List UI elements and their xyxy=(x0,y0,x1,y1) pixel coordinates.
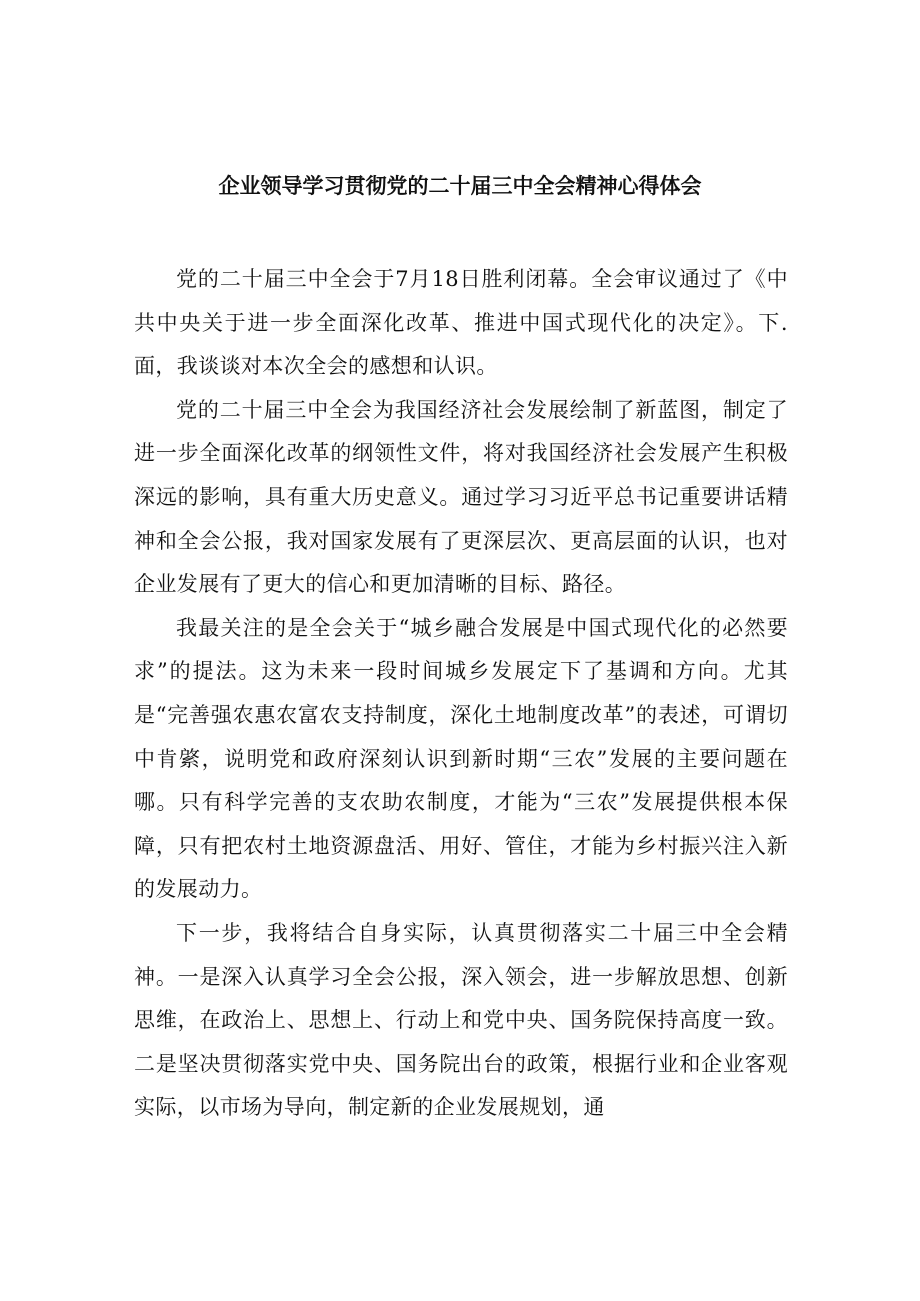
paragraph-significance: 党的二十届三中全会为我国经济社会发展绘制了新蓝图，制定了进一步全面深化改革的纲领性文件，将对我国经济社会发展产生积极深远的影响，具有重大历史意义。通过学习习近平总书记重要讲话精神和全会公报，我对国家发展有了更深层次、更高层面的认识，也对企业发展有了更大的信心和更加清晰的目标、路径。 xyxy=(134,397,788,597)
document-title: 企业领导学习贯彻党的二十届三中全会精神心得体会 xyxy=(218,173,702,198)
document-body xyxy=(134,258,788,1130)
paragraph-intro: 党的二十届三中全会于7月18日胜利闭幕。全会审议通过了《中共中央关于进一步全面深化改革、推进中国式现代化的决定》。下.面，我谈谈对本次全会的感想和认识。 xyxy=(134,267,788,379)
paragraph-focus: 我最关注的是全会关于“城乡融合发展是中国式现代化的必然要求”的提法。这为未来一段时间城乡发展定下了基调和方向。尤其是“完善强农惠农富农支持制度，深化土地制度改革”的表述，可谓切中肯綮，说明党和政府深刻认识到新时期“三农”发展的主要问题在哪。只有科学完善的支农助农制度，才能为“三农”发展提供根本保障，只有把农村土地资源盘活、用好、管住，才能为乡村振兴注入新的发展动力。 xyxy=(134,615,788,902)
paragraph-next-steps: 下一步，我将结合自身实际，认真贯彻落实二十届三中全会精神。一是深入认真学习全会公报，深入领会，进一步解放思想、创新思维，在政治上、思想上、行动上和党中央、国务院保持高度一致。二是坚决贯彻落实党中央、国务院出台的政策，根据行业和企业客观实际，以市场为导向，制定新的企业发展规划，通 xyxy=(134,920,788,1120)
